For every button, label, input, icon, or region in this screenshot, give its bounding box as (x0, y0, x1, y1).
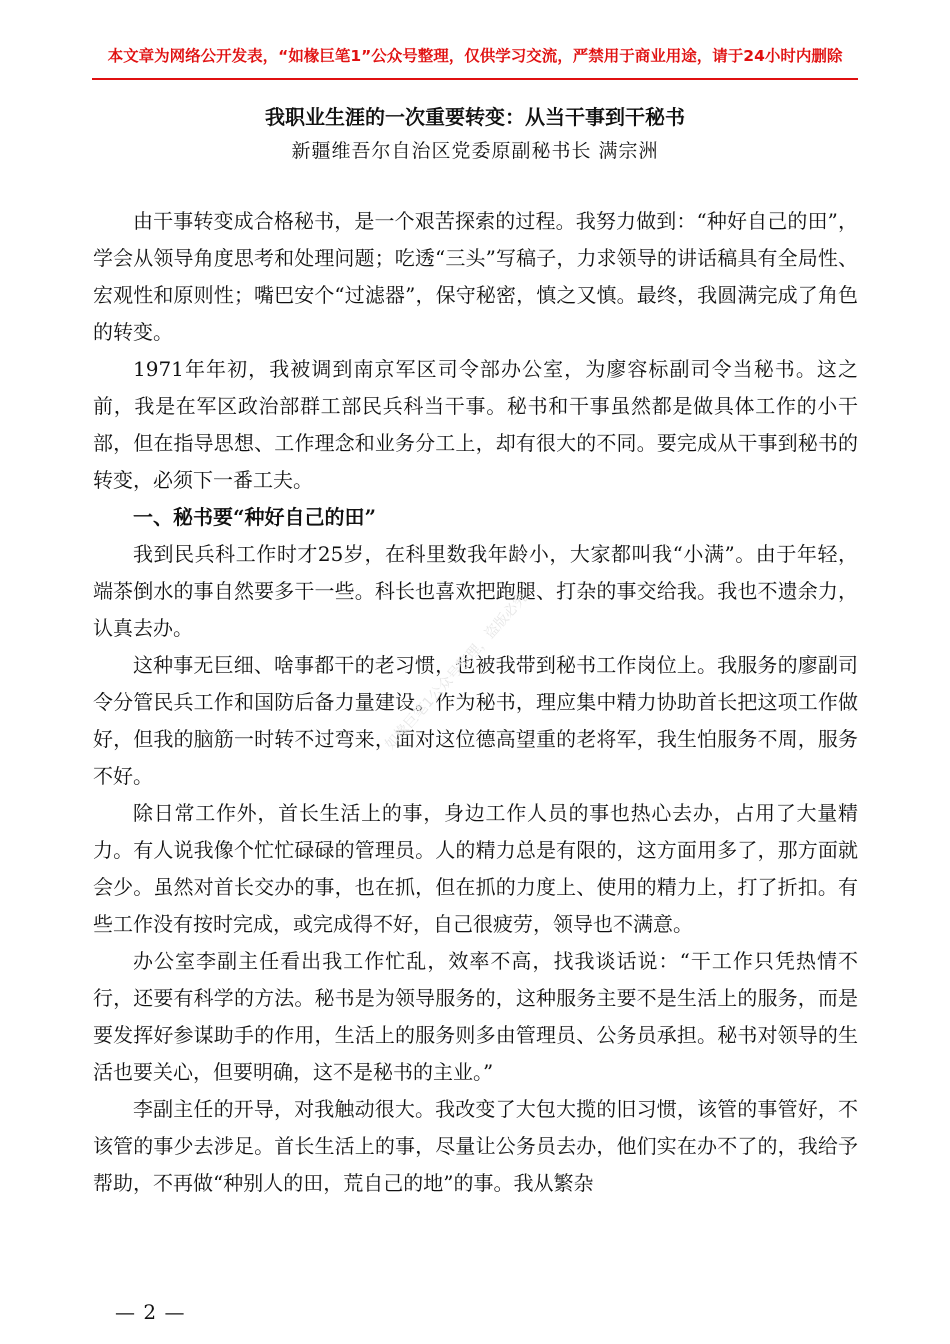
paragraph: 由干事转变成合格秘书，是一个艰苦探索的过程。我努力做到：“种好自己的田”，学会从领导角度思考和处理问题；吃透“三头”写稿子，力求领导的讲话稿具有全局性、宏观性和原则性；嘴巴安个“过滤器”，保守秘密，慎之又慎。最终，我圆满完成了角色的转变。 (93, 209, 858, 344)
page-number: — 2 — (115, 1300, 186, 1324)
article-body (93, 203, 858, 1202)
paragraph: 除日常工作外，首长生活上的事，身边工作人员的事也热心去办，占用了大量精力。有人说我像个忙忙碌碌的管理员。人的精力总是有限的，这方面用多了，那方面就会少。虽然对首长交办的事，也在抓，但在抓的力度上、使用的精力上，打了折扣。有些工作没有按时完成，或完成得不好，自己很疲劳，领导也不满意。 (93, 801, 858, 936)
paragraph: 我到民兵科工作时才25岁，在科里数我年龄小，大家都叫我“小满”。由于年轻，端茶倒水的事自然要多干一些。科长也喜欢把跑腿、打杂的事交给我。我也不遗余力，认真去办。 (93, 542, 858, 640)
article-byline: 新疆维吾尔自治区党委原副秘书长 满宗洲 (291, 140, 659, 162)
copyright-notice: 本文章为网络公开发表，“如椽巨笔1”公众号整理，仅供学习交流，严禁用于商业用途，请于24小时内删除 (107, 47, 843, 65)
watermark: 如椽巨笔1公众号整理，盗版必究 (382, 589, 532, 753)
paragraph: 办公室李副主任看出我工作忙乱，效率不高，找我谈话说：“干工作只凭热情不行，还要有科学的方法。秘书是为领导服务的，这种服务主要不是生活上的服务，而是要发挥好参谋助手的作用，生活上的服务则多由管理员、公务员承担。秘书对领导的生活也要关心，但要明确，这不是秘书的主业。” (93, 949, 858, 1084)
paragraph: 李副主任的开导，对我触动很大。我改变了大包大揽的旧习惯，该管的事管好，不该管的事少去涉足。首长生活上的事，尽量让公务员去办，他们实在办不了的，我给予帮助，不再做“种别人的田，荒自己的地”的事。我从繁杂 (93, 1097, 858, 1195)
article-title: 我职业生涯的一次重要转变：从当干事到干秘书 (265, 105, 685, 129)
section-heading: 一、秘书要“种好自己的田” (133, 505, 377, 529)
paragraph: 这种事无巨细、啥事都干的老习惯，也被我带到秘书工作岗位上。我服务的廖副司令分管民兵工作和国防后备力量建设。作为秘书，理应集中精力协助首长把这项工作做好，但我的脑筋一时转不过弯来，面对这位德高望重的老将军，我生怕服务不周，服务不好。 (93, 653, 858, 788)
header-divider (92, 78, 858, 80)
paragraph: 1971年年初，我被调到南京军区司令部办公室，为廖容标副司令当秘书。这之前，我是在军区政治部群工部民兵科当干事。秘书和干事虽然都是做具体工作的小干部，但在指导思想、工作理念和业务分工上，却有很大的不同。要完成从干事到秘书的转变，必须下一番工夫。 (93, 357, 858, 492)
